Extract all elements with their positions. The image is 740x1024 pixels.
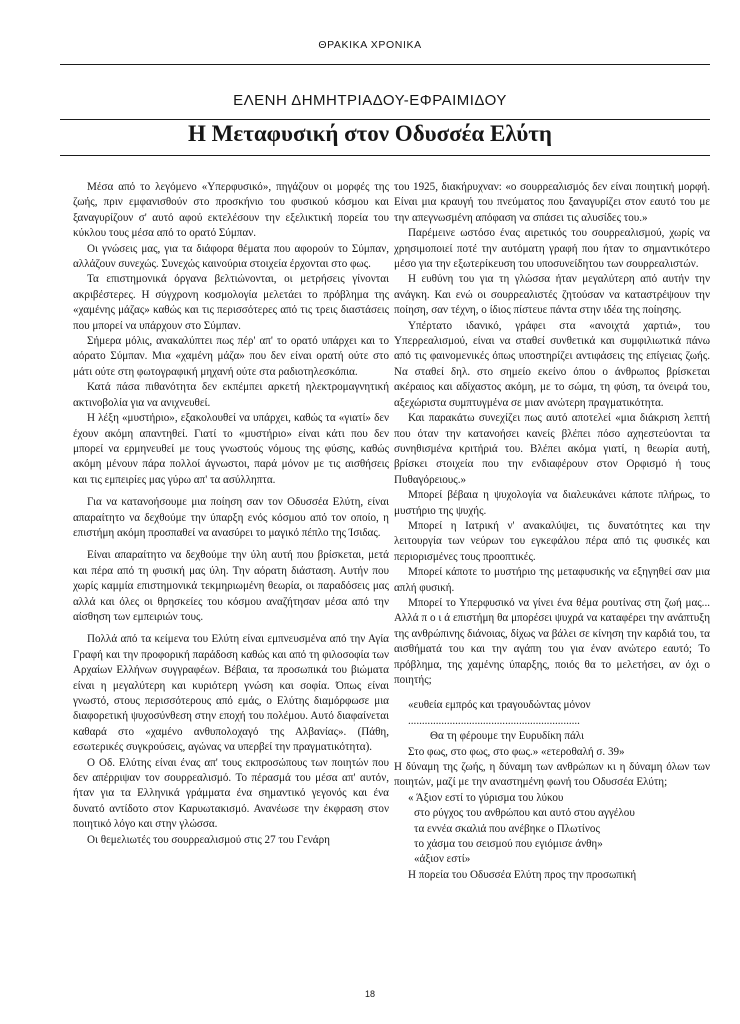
- paragraph: Παρέμεινε ωστόσο ένας αιρετικός του σουρρεαλισμού, χωρίς να χρησιμοποιεί ποτέ την αυτόματη γραφή που ήταν το σημαντικότερο μέσο για την εξωτερίκευση του υποσυνείδητου των σουρρεαλιστών.: [394, 227, 710, 271]
- paragraph: Η πορεία του Οδυσσέα Ελύτη προς την προσωπική: [408, 868, 637, 881]
- paragraph-continuation: του 1925, διακήρυχναν: «ο σουρρεαλισμός δεν είναι ποιητική μορφή. Είναι μια κραυγή του πνεύματος που ξαναγυρίζει στον εαυτό του με την απεγνωσμένη απόφαση να σπάσει τις αλυσίδες του.»: [394, 181, 710, 224]
- poem-quote: [394, 698, 710, 760]
- poem-line: τα εννέα σκαλιά που ανέβηκε ο Πλωτίνος: [414, 822, 600, 835]
- header-divider: [60, 64, 710, 65]
- poem-line: στο ρύγχος του ανθρώπου και αυτό στου αγγέλου: [414, 807, 635, 820]
- paragraph: Τα επιστημονικά όργανα βελτιώνονται, οι μετρήσεις γίνονται ακριβέστερες. Η σύγχρονη κοσμολογία μελετάει το πρόβλημα της «χαμένης μάζας» καθώς και τις περισσότερες από τις τρεις διαστάσεις που μπορεί να υπάρχουν στο Σύμπαν.: [73, 273, 389, 332]
- paragraph: Είναι απαραίτητο να δεχθούμε την ύλη αυτή που βρίσκεται, μετά και πέρα από τη φυσική μας ύλη. Την αόρατη διάσταση. Αυτήν που χωρίς καμμία επιστημονικά τεκμηριωμένη θεωρία, οι παραδόσεις μας αλλά και όλες οι θρησκείες του κόσμου αναζήτησαν μέσα από την αίσθηση των εμπειριών τους.: [73, 549, 389, 623]
- paragraph: Μπορεί βέβαια η ψυχολογία να διαλευκάνει κάποτε πλήρως, το μυστήριο της ψυχής.: [394, 489, 710, 517]
- left-column: [73, 180, 389, 848]
- poem-line: « Άξιον εστί το γύρισμα του λύκου: [408, 791, 564, 804]
- paragraph: Υπέρτατο ιδανικό, γράφει στα «ανοιχτά χαρτιά», του Υπερρεαλισμού, είναι να σταθεί συνθετικά και συμφιλιωτικά πάνω από τις φαινομενικές όπως υποστηρίζει αντιφάσεις της επίγειας ζωής. Να σταθεί δηλ. στο σημείο εκείνο όπου ο άνθρωπος βρίσκεται ακέραιος και αδίχαστος ακόμη, με το σώμα, τη φύση, τα όνειρά του, αξεχώριστα συμπτυγμένα σε μιαν ανώτερη πραγματικότητα.: [394, 319, 710, 409]
- poem-line: Στο φως, στο φως, στο φως.» «ετεροθαλή σ. 39»: [408, 745, 625, 758]
- paragraph: Μέσα από το λεγόμενο «Υπερφυσικό», πηγάζουν οι μορφές της ζωής, πριν εμφανισθούν στο προσκήνιο του φυσικού κόσμου και ξαναγυρίζουν σ' αυτό αφού εκτελέσουν την εξελικτική πορεία του κύκλου τους μέσα από το ορατό Σύμπαν.: [73, 181, 389, 240]
- poem-line: Θα τη φέρουμε την Ευρυδίκη πάλι: [430, 730, 585, 743]
- page-number: 18: [364, 989, 375, 999]
- paragraph: Για να κατανοήσουμε μια ποίηση σαν τον Οδυσσέα Ελύτη, είναι απαραίτητο να δεχθούμε την ύπαρξη ενός κόσμου από τον οποίο, η επιστήμη ακόμη προσπαθεί να ανασύρει το μαγικό πέπλο της Ίσιδας.: [73, 496, 389, 539]
- paragraph: Η δύναμη της ζωής, η δύναμη των ανθρώπων κι η δύναμη όλων των ποιητών, μαζί με την αναστημένη φωνή του Οδυσσέα Ελύτη;: [394, 761, 710, 789]
- author-divider: [60, 119, 710, 120]
- poem-line: «ευθεία εμπρός και τραγουδώντας μόνον: [408, 699, 591, 712]
- paragraph: Οι γνώσεις μας, για τα διάφορα θέματα που αφορούν το Σύμπαν, αλλάζουν συνεχώς. Συνεχώς καινούρια στοιχεία έρχονται στο φως.: [73, 242, 389, 271]
- poem-line: το χάσμα του σεισμού που εγιόμισε άνθη»: [414, 838, 603, 851]
- right-column: [394, 180, 710, 883]
- article-author: ΕΛΕΝΗ ΔΗΜΗΤΡΙΑΔΟΥ-ΕΦΡΑΙΜΙΔΟΥ: [233, 92, 507, 109]
- paragraph: Σήμερα μόλις, ανακαλύπτει πως πέρ' απ' το ορατό υπάρχει και το αόρατο Σύμπαν. Μια «χαμένη μάζα» που δεν είναι ορατή ούτε στο μάτι ούτε στη φωτογραφική μηχανή ούτε στα ραδιοτηλεσκόπια.: [73, 335, 389, 378]
- paragraph: Μπορεί κάποτε το μυστήριο της μεταφυσικής να εξηγηθεί σαν μια απλή φυσική.: [394, 566, 710, 594]
- poem-line: «άξιον εστί»: [414, 853, 471, 866]
- poem-ellipsis: ..............................................................: [408, 714, 580, 727]
- paragraph: Μπορεί η Ιατρική ν' ανακαλύψει, τις δυνατότητες και την λειτουργία των νεύρων του εγκεφάλου πέρα από τις φυσικές και περιορισμένες τους προοπτικές.: [394, 519, 710, 563]
- article-title: Η Μεταφυσική στον Οδυσσέα Ελύτη: [188, 121, 552, 146]
- paragraph: Η ευθύνη του για τη γλώσσα ήταν μεγαλύτερη από αυτήν την ανάγκη. Και ενώ οι σουρρεαλιστές ζητούσαν να καταστρέψουν την ποίηση, σαν τέχνη, ο ίδιος πίστευε πάντα στην ιδέα της ποίησης.: [394, 273, 710, 317]
- paragraph: Κατά πάσα πιθανότητα δεν εκπέμπει αρκετή ηλεκτρομαγνητική ακτινοβολία για να ανιχνευθεί.: [73, 381, 389, 409]
- paragraph: Μπορεί το Υπερφυσικό να γίνει ένα θέμα ρουτίνας στη ζωή μας... Αλλά π ο ι ά επιστήμη θα μπορέσει ψυχρά να καταφέρει την ανάπτυξη της ανθρώπινης διάνοιας, δίχως να βάλει σε κίνηση την καρδιά του, τα αισθήματά του και την αγάπη του για έναν ανώτερο εαυτό; Το πρόβλημα, της χαμένης ύπαρξης, ποιός θα το μελετήσει, αν όχι ο ποιητής;: [394, 596, 710, 686]
- paragraph: Η λέξη «μυστήριο», εξακολουθεί να υπάρχει, καθώς τα «γιατί» δεν έχουν ακόμη απαντηθεί. Γιατί το «μυστήριο» είναι κάτι που δεν μπορεί να ερμηνευθεί με τους γνωστούς νόμους της φύσης, καθώς ακόμη μένουν πάρα πολλοί άγνωστοι, παρά μόνον με τις αισθήσεις και τις εμπειρίες μας γύρω απ' τα ασύλληπτα.: [73, 412, 389, 486]
- running-head: ΘΡΑΚΙΚΑ ΧΡΟΝΙΚΑ: [318, 39, 422, 51]
- paragraph: Πολλά από τα κείμενα του Ελύτη είναι εμπνευσμένα από την Αγία Γραφή και την προφορική παράδοση καθώς και από τη φιλοσοφία των Αρχαίων Ελλήνων συγγραφέων. Βέβαια, τα προσωπικά του βιώματα είναι η μεγαλύτερη και κυριότερη γνώση και σοφία. Όπως είναι γνωστό, στους περισσότερους από εμάς, ο Ελύτης διαμόρφωσε μια διαφορετική ψυχοσύνθεση στην εποχή του πολέμου. Αυτό διαφαίνεται καθαρά στο «χαμένο ανθυπολοχαγό της Αλβανίας». (Πάθη, εσωτερικές συγκρούσεις, αγώνας να υπερβεί την πραγματικότητα).: [73, 633, 389, 754]
- paragraph: Οι θεμελιωτές του σουρρεαλισμού στις 27 του Γενάρη: [87, 833, 330, 846]
- paragraph: Ο Οδ. Ελύτης είναι ένας απ' τους εκπροσώπους των ποιητών που δεν απέρριψαν τον σουρρεαλισμό. Το πέρασμά του μέσα απ' αυτόν, ήταν για τα Ελληνικά γράμματα ένα σημαντικό γεγονός και ένα δυνατό αντίδοτο στον Καρυωτακισμό. Ανανέωσε την έκφραση στον ποιητικό λόγο και στην γλώσσα.: [73, 756, 389, 831]
- title-divider: [60, 155, 710, 156]
- paragraph: Και παρακάτω συνεχίζει πως αυτό αποτελεί «μια διάκριση λεπτή που όταν την κατανοήσει κανείς βλέπει πόσο αχηεστεύονται τα συνηθισμένα κριτήριά του. Βλέπει ακόμα γιατί, η θεωρία αυτή, βρίσκει στοιχεία που την ενδιαφέρουν στον Ορφισμό ή τους Πυθαγόρειους.»: [394, 412, 710, 486]
- poem-quote: [394, 791, 710, 868]
